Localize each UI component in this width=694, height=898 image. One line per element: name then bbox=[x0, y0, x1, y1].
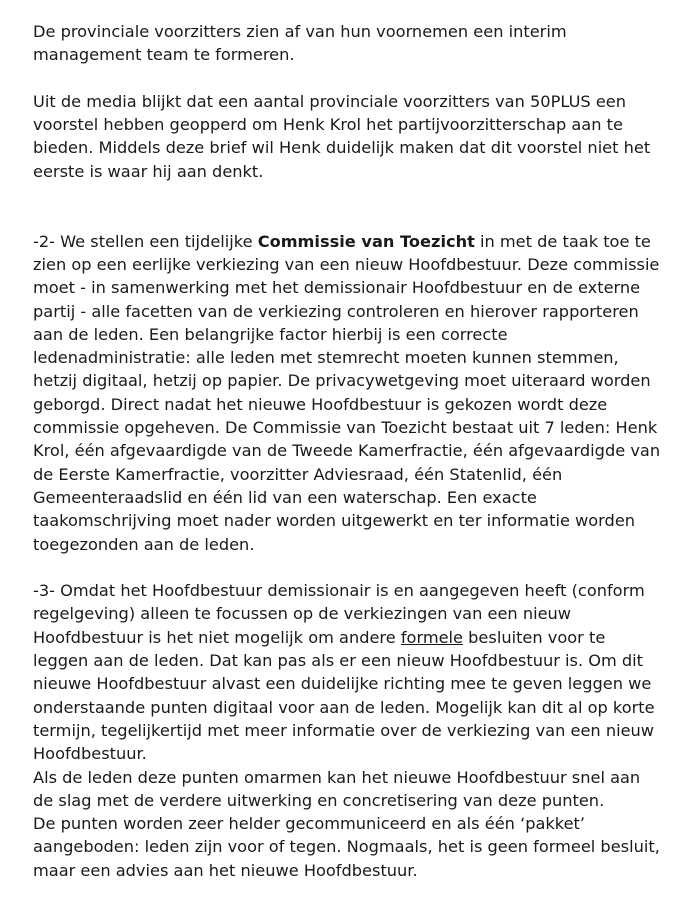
paragraph-text: besluiten voor te leggen aan de leden. Dat kan pas als er een nieuw Hoofdbestuur is. Om dit nieuwe Hoofdbestuur alvast een duidelijke richting mee te geven leggen we onderstaande punten digitaal voor aan de leden. Mogelijk kan dit al op korte termijn, tegelijkertijd met meer informatie over de verkiezing van een nieuw Hoofdbestuur. bbox=[33, 627, 655, 764]
paragraph-pakket: De punten worden zeer helder gecommuniceerd en als één ‘pakket’ aangeboden: leden zijn voor of tegen. Nogmaals, het is geen formeel besluit, maar een advies aan het nieuwe Hoofdbestuur. bbox=[33, 814, 660, 880]
paragraph-text: -3- Omdat het Hoofdbestuur demissionair is en aangegeven heeft (conform regelgeving) alleen te focussen op de verkiezingen van een nieuw Hoofdbestuur is het niet mogelijk om andere bbox=[33, 581, 645, 647]
paragraph-text: in met de taak toe te zien op een eerlijke verkiezing van een nieuw Hoofdbestuur. Deze commissie moet - in samenwerking met het demissionair Hoofdbestuur en de externe partij - alle facetten van de verkiezing controleren en hierover rapporteren aan de leden. Een belangrijke factor hierbij is een correcte ledenadministratie: alle leden met stemrecht moeten kunnen stemmen, hetzij digitaal, hetzij op papier. De privacywetgeving moet uiteraard worden geborgd. Direct nadat het nieuwe Hoofdbestuur is gekozen wordt deze commissie opgeheven. De Commissie van Toezicht bestaat uit 7 leden: Henk Krol, één afgevaardigde van de Tweede Kamerfractie, één afgevaardigde van de Eerste Kamerfractie, voorzitter Adviesraad, één Statenlid, één Gemeenteraadslid en één lid van een waterschap. Een exacte taakomschrijving moet nader worden uitgewerkt en ter informatie worden toegezonden aan de leden. bbox=[33, 231, 661, 554]
paragraph-demissionair bbox=[33, 579, 661, 765]
paragraph-interim-team: De provinciale voorzitters zien af van hun voornemen een interim management team te formeren. bbox=[33, 22, 567, 65]
paragraph-spacer bbox=[33, 556, 661, 579]
paragraph-commissie-van-toezicht bbox=[33, 230, 661, 556]
paragraph-spacer bbox=[33, 67, 661, 90]
paragraph-text: -2- We stellen een tijdelijke bbox=[33, 231, 258, 251]
paragraph-omarmen: Als de leden deze punten omarmen kan het nieuwe Hoofdbestuur snel aan de slag met de verdere uitwerking en concretisering van deze punten. bbox=[33, 767, 641, 810]
underlined-term-formele: formele bbox=[400, 627, 464, 647]
paragraph-media-proposal: Uit de media blijkt dat een aantal provinciale voorzitters van 50PLUS een voorstel hebben geopperd om Henk Krol het partijvoorzitterschap aan te bieden. Middels deze brief wil Henk duidelijk maken dat dit voorstel niet het eerste is waar hij aan denkt. bbox=[33, 91, 651, 181]
paragraph-spacer bbox=[33, 183, 661, 230]
document-body bbox=[33, 20, 661, 882]
bold-term-commissie: Commissie van Toezicht bbox=[257, 231, 475, 251]
